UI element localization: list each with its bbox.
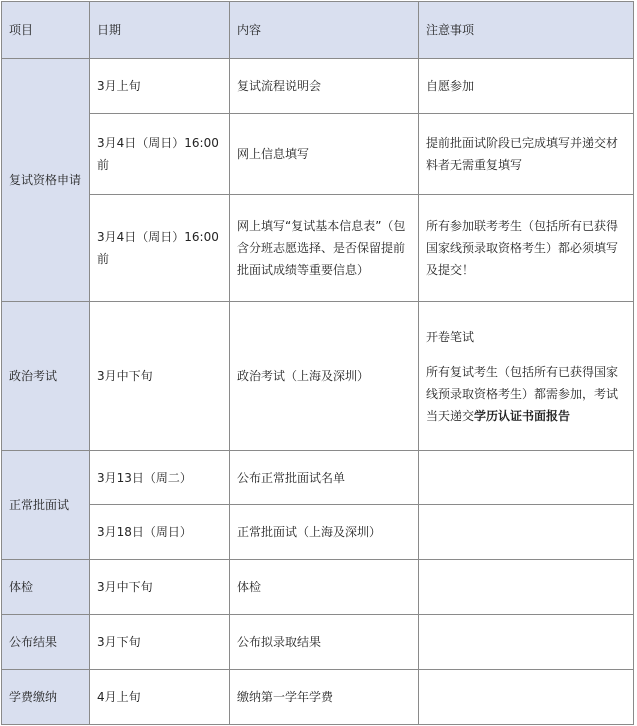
category-cell: 公布结果 [2,615,90,670]
table-row [2,195,634,302]
note-cell [419,302,634,451]
note-cell [419,560,634,615]
content-cell: 公布拟录取结果 [230,615,419,670]
content-cell: 网上信息填写 [230,114,419,195]
header-row [2,2,634,59]
table-row [2,114,634,195]
content-cell: 正常批面试（上海及深圳） [230,505,419,560]
note-cell [419,670,634,725]
category-cell: 政治考试 [2,302,90,451]
note-cell: 提前批面试阶段已完成填写并递交材料者无需重复填写 [419,114,634,195]
table-row [2,560,634,615]
header-notes: 注意事项 [419,2,634,59]
table-row [2,302,634,451]
category-cell: 正常批面试 [2,451,90,560]
content-cell: 政治考试（上海及深圳） [230,302,419,451]
category-cell: 复试资格申请 [2,59,90,302]
date-cell: 3月4日（周日）16:00前 [90,114,230,195]
date-cell: 3月中下旬 [90,302,230,451]
note-cell [419,505,634,560]
note-cell [419,451,634,505]
table-row [2,505,634,560]
date-cell: 4月上旬 [90,670,230,725]
schedule-table [1,1,634,725]
table-row [2,59,634,114]
date-cell: 3月中下旬 [90,560,230,615]
content-cell: 体检 [230,560,419,615]
table-row [2,451,634,505]
note-cell: 所有参加联考考生（包括所有已获得国家线预录取资格考生）都必须填写及提交！ [419,195,634,302]
note-text: 所有复试考生（包括所有已获得国家线预录取资格考生）都需参加，考试当天递交 [426,364,619,423]
content-cell: 公布正常批面试名单 [230,451,419,505]
date-cell: 3月上旬 [90,59,230,114]
header-content: 内容 [230,2,419,59]
date-cell: 3月下旬 [90,615,230,670]
note-cell: 自愿参加 [419,59,634,114]
note-spacer [426,348,626,361]
note-emphasis: 学历认证书面报告 [474,408,571,423]
date-cell: 3月4日（周日）16:00前 [90,195,230,302]
category-cell: 体检 [2,560,90,615]
note-cell [419,615,634,670]
category-cell: 学费缴纳 [2,670,90,725]
content-cell: 网上填写“复试基本信息表”（包含分班志愿选择、是否保留提前批面试成绩等重要信息） [230,195,419,302]
date-cell: 3月13日（周二） [90,451,230,505]
content-cell: 缴纳第一学年学费 [230,670,419,725]
note-line [426,365,618,423]
note-line: 开卷笔试 [426,329,475,344]
header-date: 日期 [90,2,230,59]
content-cell: 复试流程说明会 [230,59,419,114]
date-cell: 3月18日（周日） [90,505,230,560]
header-item: 项目 [2,2,90,59]
table-row [2,670,634,725]
table-row [2,615,634,670]
